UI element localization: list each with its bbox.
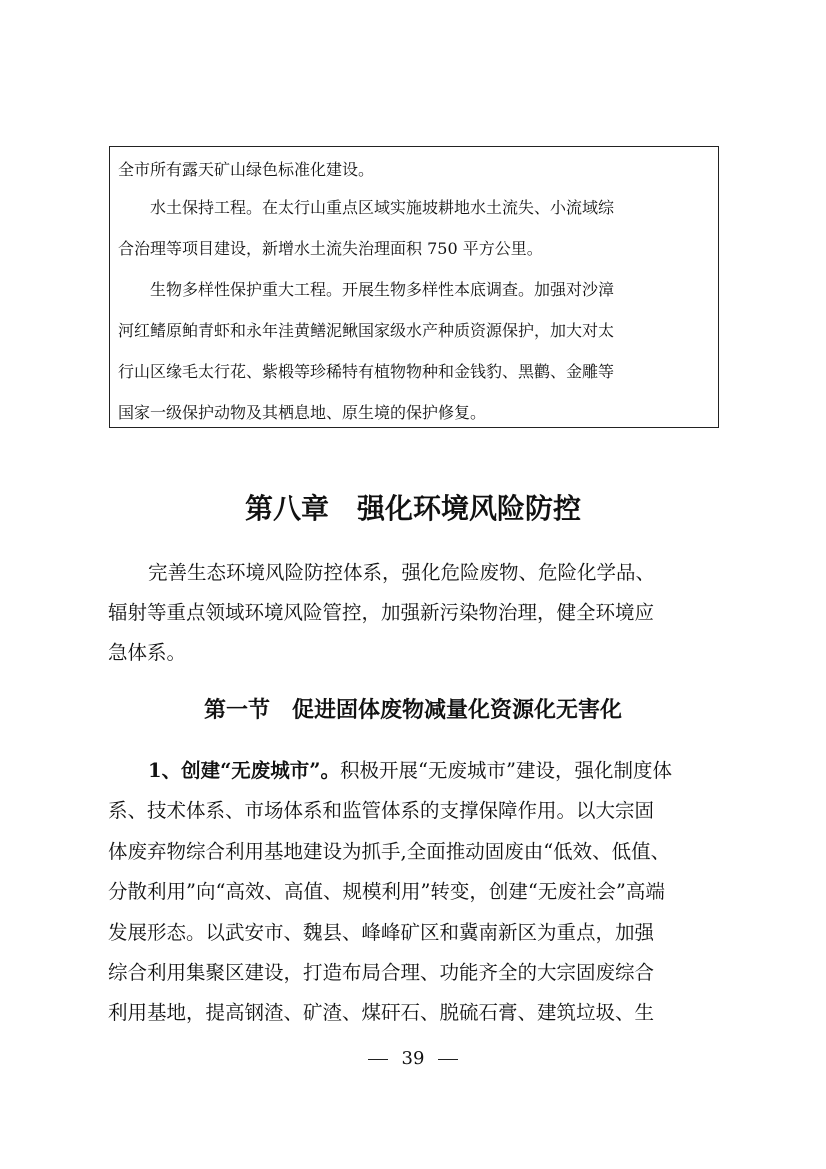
section-body [108,751,722,1034]
page-footer [0,1046,826,1072]
intro-line: 辐射等重点领域环境风险管控，加强新污染物治理，健全环境应 [108,601,655,624]
intro-line: 急体系。 [108,641,187,664]
box-line: 生物多样性保护重大工程。开展生物多样性本底调查。加强对沙漳 [150,280,615,299]
project-box [109,146,719,428]
section-number: 第一节 [203,697,270,723]
intro-line: 完善生态环境风险防控体系，强化危险废物、危险化学品、 [148,561,656,584]
section-heading [0,690,826,730]
box-line: 水土保持工程。在太行山重点区域实施坡耕地水土流失、小流域综 [150,198,615,217]
footer-dash-right [438,1059,458,1060]
box-line: 合治理等项目建设，新增水土流失治理面积 750 平方公里。 [118,239,543,258]
box-line: 行山区缘毛太行花、紫椴等珍稀特有植物物种和金钱豹、黑鹳、金雕等 [118,362,615,381]
item-heading: 1、创建“无废城市”。 [148,759,341,782]
chapter-intro [108,553,722,673]
box-line: 河红鳍原鲌青虾和永年洼黄鳝泥鳅国家级水产种质资源保护，加大对太 [118,321,615,340]
chapter-title: 强化环境风险防控 [357,492,582,525]
section-title: 促进固体废物减量化资源化无害化 [292,697,623,723]
box-line: 国家一级保护动物及其栖息地、原生境的保护修复。 [118,403,487,422]
body-line: 系、技术体系、市场体系和监管体系的支撑保障作用。以大宗固 [108,799,655,823]
page-number: 39 [401,1048,425,1069]
body-line [108,751,722,791]
chapter-heading [0,489,826,529]
body-text: 积极开展“无废城市”建设，强化制度体 [340,759,672,782]
body-line: 综合利用集聚区建设，打造布局合理、功能齐全的大宗固废综合 [108,961,655,985]
body-line: 分散利用”向“高效、高值、规模利用”转变，创建“无废社会”高端 [108,880,665,904]
body-line: 体废弃物综合利用基地建设为抓手,全面推动固废由“低效、低值、 [108,839,671,863]
body-line: 发展形态。以武安市、魏县、峰峰矿区和冀南新区为重点，加强 [108,920,655,944]
footer-dash-left [368,1059,388,1060]
box-line: 全市所有露天矿山绿色标准化建设。 [118,160,375,179]
chapter-number: 第八章 [244,492,329,525]
body-line: 利用基地，提高钢渣、矿渣、煤矸石、脱硫石膏、建筑垃圾、生 [108,1001,655,1025]
